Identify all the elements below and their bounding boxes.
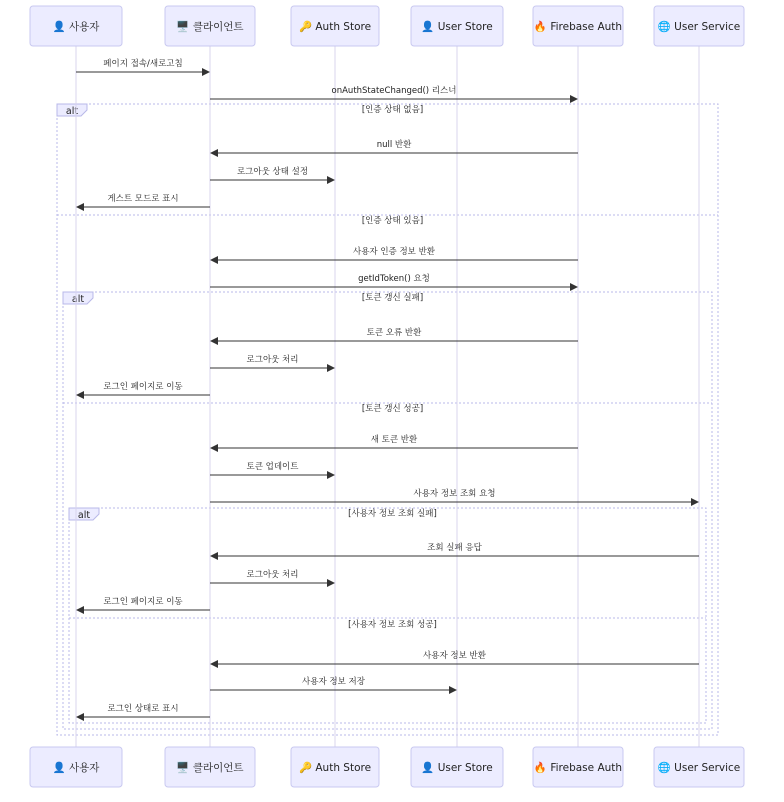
- message-3: [211, 139, 578, 153]
- actor-label: [53, 761, 101, 774]
- actor-label: [421, 761, 492, 774]
- message-label: 사용자 정보 조회 요청: [413, 489, 496, 499]
- monitor-icon: 🖥️: [176, 762, 193, 774]
- message-label: onAuthStateChanged() 리스너: [331, 86, 457, 96]
- message-15: [210, 569, 334, 583]
- user-icon: 👤: [52, 21, 69, 33]
- user-icon: 👤: [421, 762, 438, 774]
- actor-label: [534, 761, 622, 774]
- actor-label: [421, 20, 492, 33]
- message-18: [210, 676, 456, 690]
- frame-condition: [인증 상태 없음]: [361, 105, 424, 115]
- key-icon: 🔑: [298, 21, 316, 33]
- message-9: [210, 354, 334, 368]
- actor-client-bottom[interactable]: [165, 747, 255, 787]
- frame-condition: [사용자 정보 조회 실패]: [348, 509, 437, 519]
- user-icon: 👤: [421, 21, 438, 33]
- fire-icon: 🔥: [533, 762, 551, 774]
- fire-icon: 🔥: [533, 21, 551, 33]
- actor-label: [176, 761, 243, 774]
- actor-label: [53, 20, 101, 33]
- key-icon: 🔑: [298, 762, 316, 774]
- message-label: 게스트 모드로 표시: [107, 194, 179, 204]
- actor-name: Auth Store: [315, 21, 372, 33]
- actor-name: User Store: [437, 21, 493, 33]
- frame-border: [69, 508, 706, 723]
- message-label: 페이지 접속/새로고침: [103, 59, 183, 69]
- message-label: 로그아웃 처리: [246, 570, 299, 580]
- message-17: [211, 650, 699, 664]
- actor-name: Firebase Auth: [550, 762, 623, 774]
- message-10: [77, 381, 210, 395]
- message-label: 로그아웃 상태 설정: [236, 167, 309, 177]
- message-12: [210, 461, 334, 475]
- actor-client-top[interactable]: [165, 6, 255, 46]
- message-14: [211, 542, 699, 556]
- message-8: [211, 327, 578, 341]
- actor-name: 사용자: [68, 762, 100, 774]
- actor-user-top[interactable]: [30, 6, 122, 46]
- actor-name: User Service: [674, 21, 741, 33]
- message-label: 로그인 페이지로 이동: [103, 382, 183, 392]
- message-label: 사용자 정보 반환: [423, 651, 486, 661]
- monitor-icon: 🖥️: [176, 21, 193, 33]
- frame-condition: [사용자 정보 조회 성공]: [348, 620, 437, 630]
- actor-label: [534, 20, 622, 33]
- message-label: null 반환: [376, 140, 412, 150]
- actor-name: Firebase Auth: [550, 21, 623, 33]
- message-11: [211, 434, 578, 448]
- globe-icon: 🌐: [657, 762, 675, 774]
- message-label: 새 토큰 반환: [370, 435, 418, 445]
- user-icon: 👤: [52, 762, 69, 774]
- frame-tag-label: alt: [71, 294, 85, 305]
- message-16: [77, 596, 210, 610]
- message-19: [77, 703, 210, 717]
- actor-label: [658, 20, 741, 33]
- message-6: [211, 246, 578, 260]
- actor-svc-bottom[interactable]: [654, 747, 744, 787]
- actor-name: 클라이언트: [192, 762, 244, 774]
- actor-name: User Store: [437, 762, 493, 774]
- alt-frame-3: [69, 508, 706, 723]
- actor-label: [176, 20, 243, 33]
- actor-ustore-bottom[interactable]: [411, 747, 503, 787]
- actor-fb-top[interactable]: [533, 6, 623, 46]
- actor-fb-bottom[interactable]: [533, 747, 623, 787]
- message-label: 사용자 정보 저장: [302, 677, 365, 687]
- actor-auth-top[interactable]: [291, 6, 379, 46]
- message-5: [77, 193, 210, 207]
- message-label: 로그인 상태로 표시: [107, 704, 179, 714]
- actor-svc-top[interactable]: [654, 6, 744, 46]
- message-label: 토큰 오류 반환: [366, 328, 422, 338]
- message-label: 로그아웃 처리: [246, 355, 299, 365]
- message-label: 토큰 업데이트: [246, 462, 299, 472]
- frame-condition: [인증 상태 있음]: [361, 216, 424, 226]
- globe-icon: 🌐: [657, 21, 675, 33]
- message-13: [210, 488, 698, 502]
- actor-label: [299, 20, 371, 33]
- actor-name: 클라이언트: [192, 21, 244, 33]
- actor-auth-bottom[interactable]: [291, 747, 379, 787]
- actor-name: Auth Store: [315, 762, 372, 774]
- message-label: getIdToken() 요청: [358, 274, 430, 284]
- frame-condition: [토큰 갱신 실패]: [361, 293, 424, 303]
- actor-name: User Service: [674, 762, 741, 774]
- message-label: 로그인 페이지로 이동: [103, 597, 183, 607]
- frame-tag-label: alt: [77, 510, 91, 521]
- message-4: [210, 166, 334, 180]
- actor-user-bottom[interactable]: [30, 747, 122, 787]
- actor-label: [299, 761, 371, 774]
- message-2: [210, 85, 577, 99]
- message-label: 사용자 인증 정보 반환: [352, 247, 436, 257]
- frame-condition: [토큰 갱신 성공]: [361, 404, 424, 414]
- message-7: [210, 273, 577, 287]
- frame-tag-label: alt: [65, 106, 79, 117]
- actor-name: 사용자: [68, 21, 100, 33]
- message-label: 조회 실패 응답: [427, 543, 482, 553]
- message-1: [76, 58, 209, 72]
- actor-label: [658, 761, 741, 774]
- actor-ustore-top[interactable]: [411, 6, 503, 46]
